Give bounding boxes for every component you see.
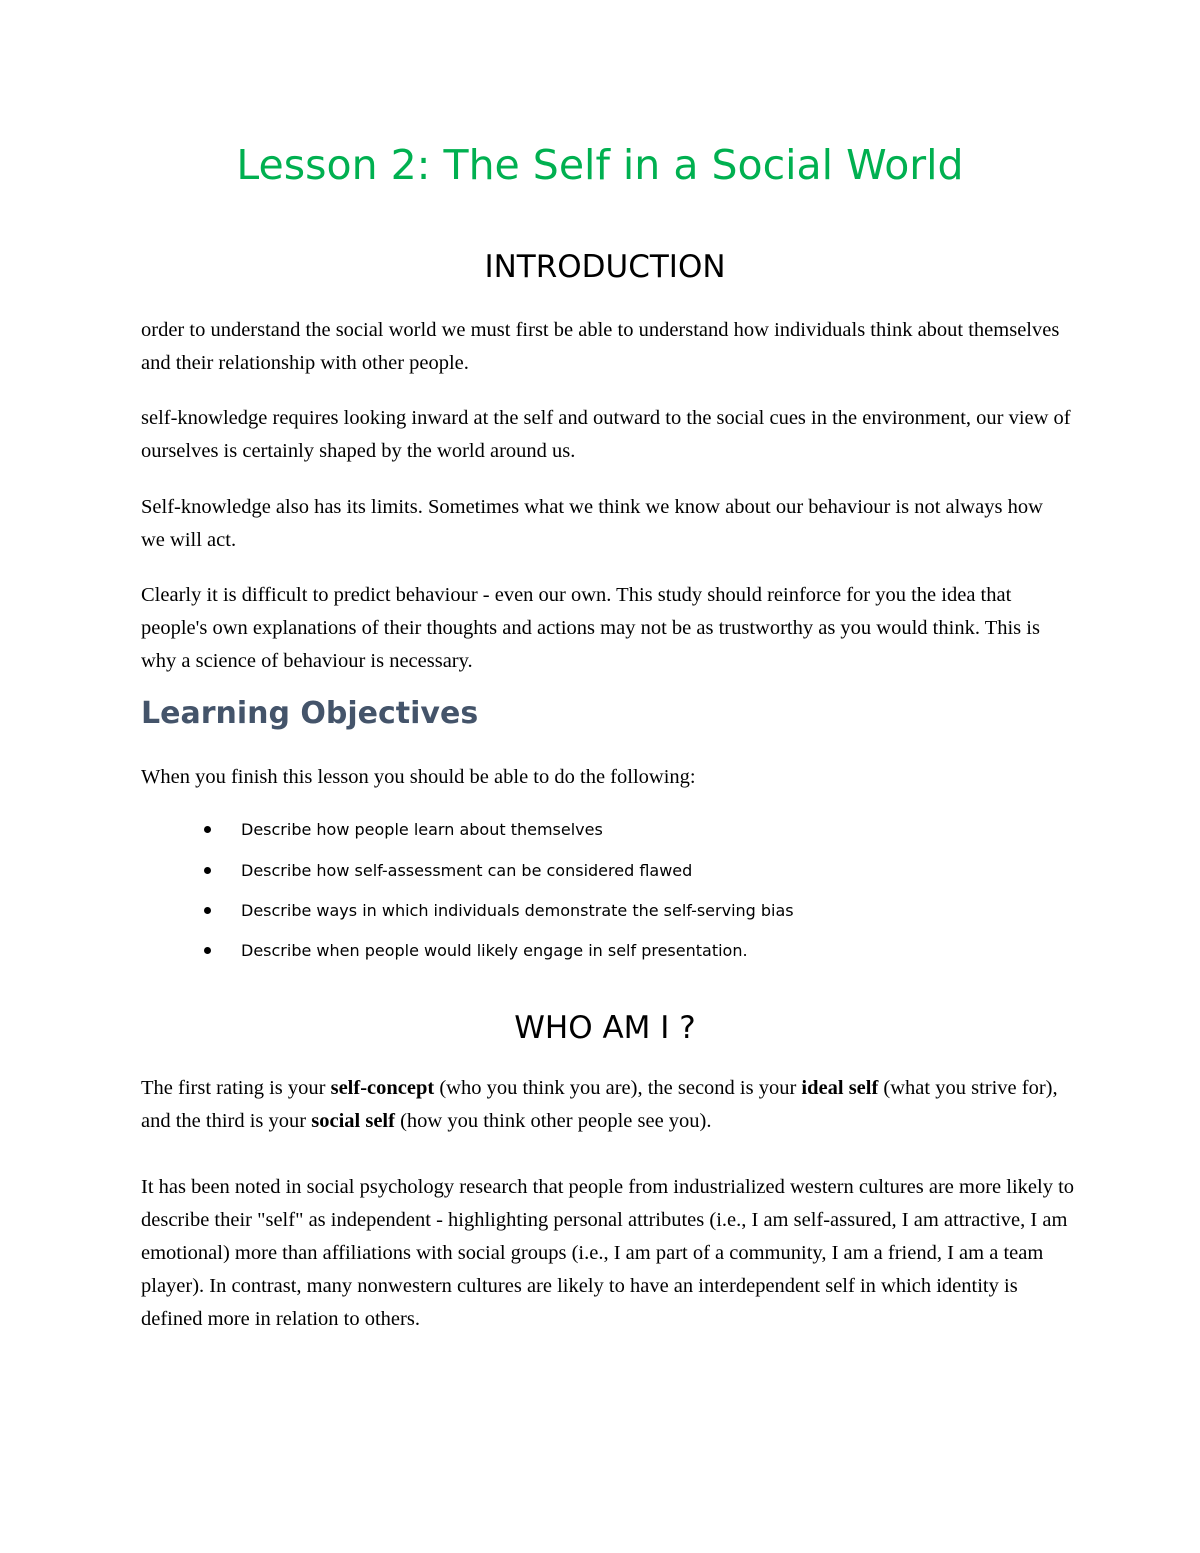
who-am-i-paragraph-2: It has been noted in social psychology research that people from industrialized western cultures are more likely to describe their "self" as independent - highlighting personal attributes (i.e., I am self-assured, I am attractive, I am emotional) more than affiliations with social groups (i.e., I am part of a community, I am a friend, I am a team player). In contrast, many nonwestern cultures are likely to have an interdependent self in which identity is defined more in relation to others.: [141, 1176, 1075, 1330]
list-item: [0, 935, 900, 967]
bullet-icon: [204, 826, 211, 833]
text-segment: The first rating is your: [141, 1077, 331, 1099]
term-self-concept: self-concept: [330, 1077, 435, 1099]
text-segment: (how you think other people see you).: [394, 1110, 712, 1132]
objective-text: Describe how people learn about themselves: [241, 820, 603, 839]
list-item: [0, 895, 900, 927]
learning-objectives-heading: Learning Objectives: [141, 696, 479, 731]
objective-text: Describe when people would likely engage in self presentation.: [241, 941, 748, 960]
intro-paragraph-3: Self-knowledge also has its limits. Sometimes what we think we know about our behaviour is not always how we will act.: [141, 496, 1043, 551]
intro-paragraph-2: self-knowledge requires looking inward at the self and outward to the social cues in the environment, our view of ourselves is certainly shaped by the world around us.: [141, 407, 1071, 462]
text-segment: (what you strive for), and the third is your: [141, 1077, 1058, 1132]
who-am-i-paragraph-1: [141, 1072, 1076, 1138]
bullet-icon: [204, 947, 211, 954]
objective-text: Describe how self-assessment can be considered flawed: [241, 861, 693, 880]
intro-paragraph-1: order to understand the social world we must first be able to understand how individuals think about themselves and their relationship with other people.: [141, 319, 1060, 374]
term-ideal-self: ideal self: [801, 1077, 879, 1099]
list-item: [0, 814, 900, 846]
term-social-self: social self: [311, 1110, 395, 1132]
lesson-title: Lesson 2: The Self in a Social World: [236, 141, 964, 189]
objective-text: Describe ways in which individuals demonstrate the self-serving bias: [241, 901, 794, 920]
list-item: [0, 855, 900, 887]
learning-objectives-lead: When you finish this lesson you should be able to do the following:: [141, 766, 696, 788]
bullet-icon: [204, 907, 211, 914]
who-am-i-heading: WHO AM I ?: [514, 1010, 696, 1046]
bullet-icon: [204, 867, 211, 874]
introduction-heading: INTRODUCTION: [484, 249, 726, 285]
intro-paragraph-4: Clearly it is difficult to predict behaviour - even our own. This study should reinforce for you the idea that people's own explanations of their thoughts and actions may not be as trustworthy as you would think. This is why a science of behaviour is necessary.: [141, 584, 1040, 672]
text-segment: (who you think you are), the second is your: [434, 1077, 802, 1099]
